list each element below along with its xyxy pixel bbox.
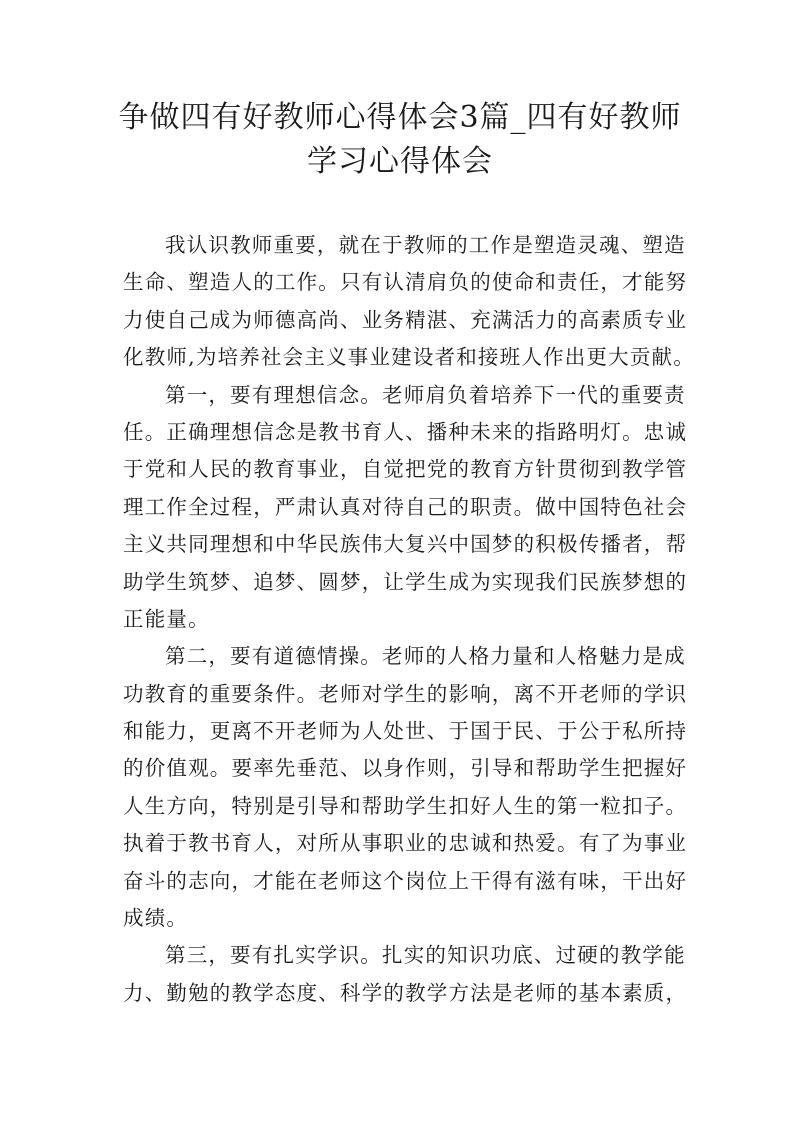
text-line: 成绩。	[123, 906, 189, 931]
document-body	[123, 227, 695, 1012]
document-title	[100, 96, 700, 184]
text-line: 任。正确理想信念是教书育人、播种未来的指路明灯。忠诚	[123, 419, 688, 444]
text-line: 我认识教师重要，就在于教师的工作是塑造灵魂、塑造	[165, 233, 686, 257]
text-line: 生命、塑造人的工作。只有认清肩负的使命和责任，才能努	[123, 270, 688, 295]
text-line: 功教育的重要条件。老师对学生的影响，离不开老师的学识	[123, 681, 688, 706]
text-line: 人生方向，特别是引导和帮助学生扣好人生的第一粒扣子。	[123, 793, 688, 818]
text-line: 理工作全过程，严肃认真对待自己的职责。做中国特色社会	[123, 494, 688, 519]
paragraph-third	[123, 937, 688, 1012]
text-line: 助学生筑梦、追梦、圆梦，让学生成为实现我们民族梦想的	[123, 569, 688, 594]
text-line: 于党和人民的教育事业，自觉把党的教育方针贯彻到教学管	[123, 457, 688, 482]
text-line: 化教师,为培养社会主义事业建设者和接班人作出更大贡献。	[123, 345, 695, 370]
text-line: 的价值观。要率先垂范、以身作则，引导和帮助学生把握好	[123, 756, 688, 781]
text-line: 奋斗的志向，才能在老师这个岗位上干得有滋有味，干出好	[123, 868, 688, 893]
paragraph-first	[123, 377, 688, 639]
text-line: 正能量。	[123, 606, 210, 631]
text-line: 第三，要有扎实学识。扎实的知识功底、过硬的教学能	[165, 943, 686, 968]
paragraph-second	[123, 638, 688, 937]
title-line-2: 学习心得体会	[307, 144, 493, 179]
text-line: 主义共同理想和中华民族伟大复兴中国梦的积极传播者，帮	[123, 532, 688, 557]
text-line: 第二，要有道德情操。老师的人格力量和人格魅力是成	[165, 644, 686, 669]
text-line: 力使自己成为师德高尚、业务精湛、充满活力的高素质专业	[123, 307, 688, 332]
paragraph-intro	[123, 227, 695, 377]
text-line: 力、勤勉的教学态度、科学的教学方法是老师的基本素质，	[123, 980, 688, 1005]
text-line: 和能力，更离不开老师为人处世、于国于民、于公于私所持	[123, 719, 688, 744]
text-line: 执着于教书育人，对所从事职业的忠诚和热爱。有了为事业	[123, 831, 688, 856]
title-line-1: 争做四有好教师心得体会3篇_四有好教师	[118, 100, 682, 135]
text-line: 第一，要有理想信念。老师肩负着培养下一代的重要责	[165, 382, 686, 407]
